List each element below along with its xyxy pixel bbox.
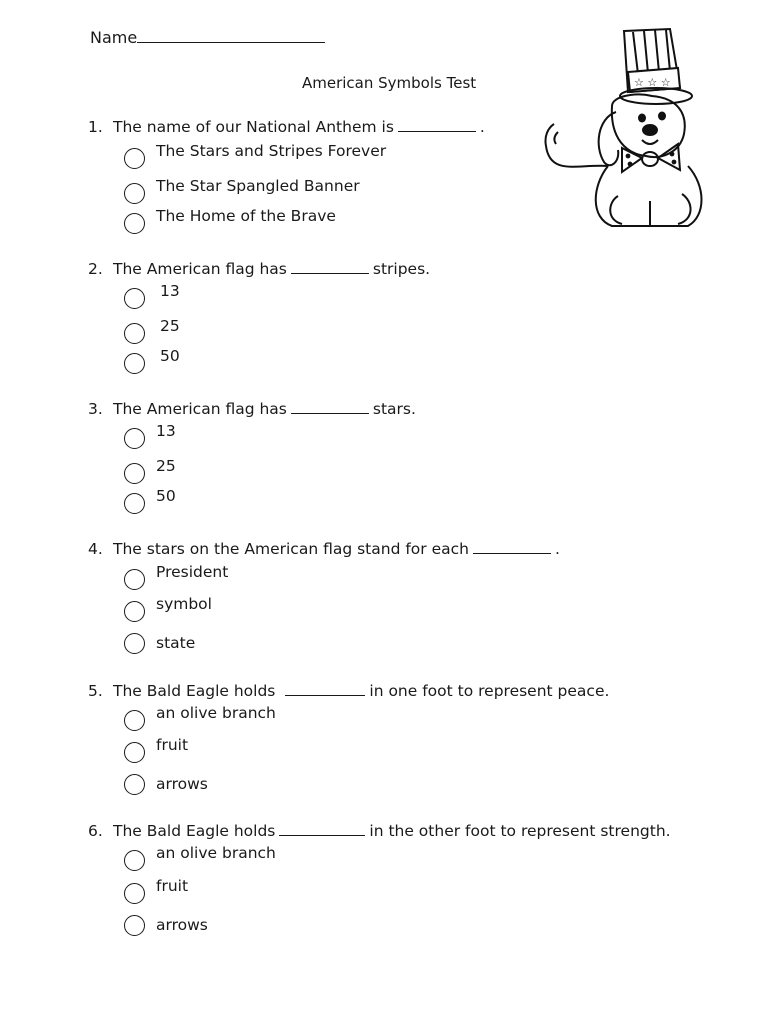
answer-bubble[interactable] [124,183,145,204]
answer-blank [285,682,365,696]
question-1: 1. The name of our National Anthem is . [88,118,485,136]
question-2: 2. The American flag has stripes. [88,260,431,278]
answer-bubble[interactable] [124,148,145,169]
answer-blank [291,260,369,274]
answer-blank [398,118,476,132]
answer-bubble[interactable] [124,883,145,904]
name-blank[interactable] [137,28,325,43]
question-6: 6. The Bald Eagle holds in the other foot to represent strength. [88,822,671,840]
question-4: 4. The stars on the American flag stand for each . [88,540,560,558]
answer-bubble[interactable] [124,323,145,344]
answer-bubble[interactable] [124,493,145,514]
answer-bubble[interactable] [124,288,145,309]
answer-bubble[interactable] [124,710,145,731]
answer-bubble[interactable] [124,213,145,234]
answer-bubble[interactable] [124,601,145,622]
answer-bubble[interactable] [124,742,145,763]
answer-bubble[interactable] [124,463,145,484]
answer-blank [279,822,365,836]
answer-bubble[interactable] [124,569,145,590]
answer-bubble[interactable] [124,774,145,795]
uncle-sam-hat-dog-icon [538,26,708,236]
answer-bubble[interactable] [124,633,145,654]
name-field[interactable] [90,28,325,47]
question-5: 5. The Bald Eagle holds in one foot to represent peace. [88,682,610,700]
name-label: Name [90,28,138,47]
answer-bubble[interactable] [124,850,145,871]
answer-bubble[interactable] [124,428,145,449]
answer-blank [291,400,369,414]
answer-blank [473,540,551,554]
answer-bubble[interactable] [124,915,145,936]
page-title: American Symbols Test [302,74,477,92]
question-3: 3. The American flag has stars. [88,400,416,418]
answer-bubble[interactable] [124,353,145,374]
svg-text:☆ ☆ ☆: ☆ ☆ ☆ [634,76,671,89]
